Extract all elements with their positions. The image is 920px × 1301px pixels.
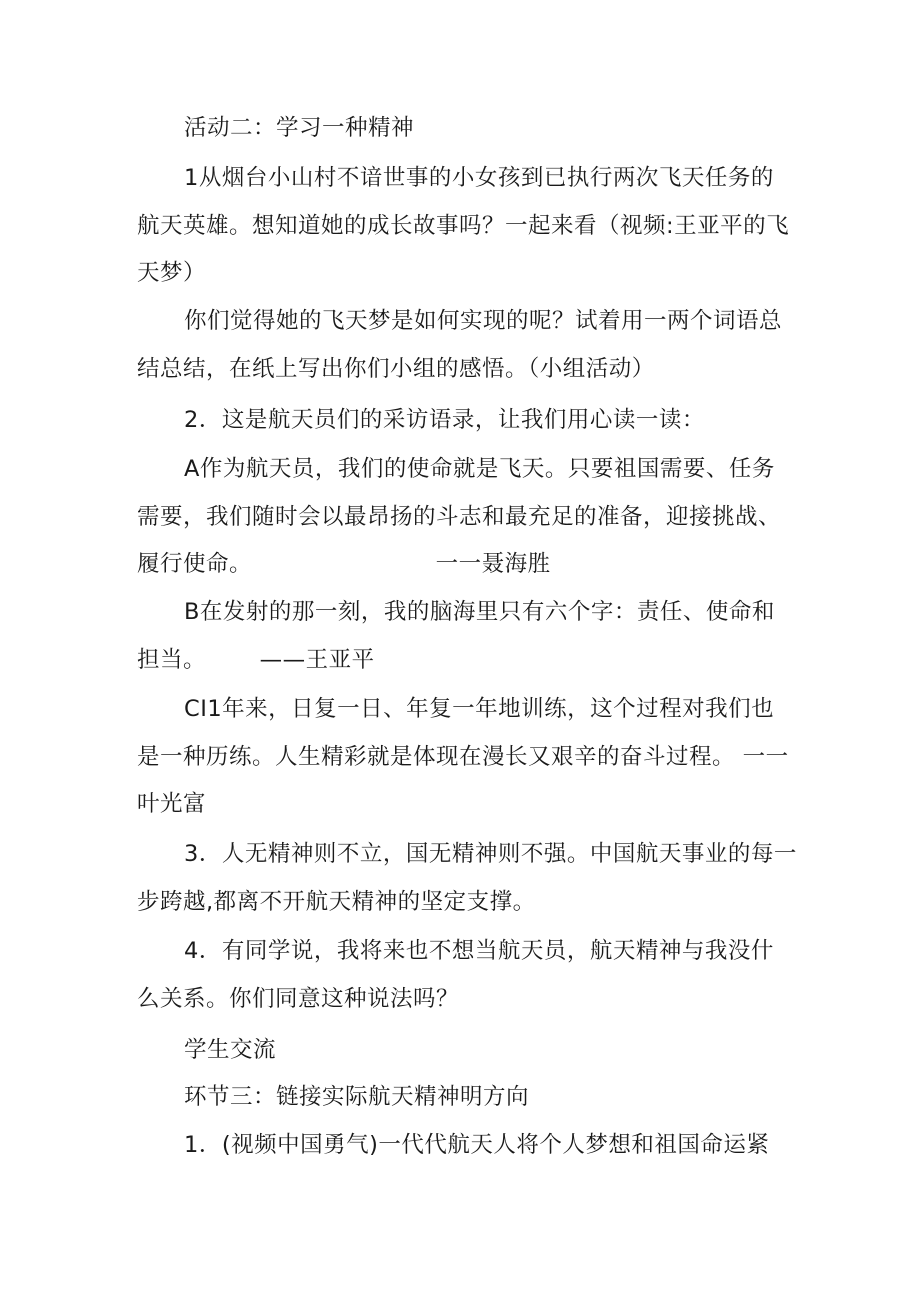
student-exchange-label	[137, 1027, 793, 1075]
paragraph-wang-yaping-intro	[137, 155, 793, 298]
text-line: B在发射的那一刻，我的脑海里只有六个字：责任、使命和	[184, 599, 775, 625]
text-line: 活动二：学习一种精神	[184, 115, 415, 141]
quote-a-nie-haisheng	[137, 446, 793, 589]
text-line: CI1年来，日复一日、年复一年地训练，这个过程对我们也	[184, 696, 775, 722]
text-line: 结总结，在纸上写出你们小组的感悟。（小组活动）	[137, 355, 655, 382]
text-line: 么关系。你们同意这种说法吗？	[137, 985, 460, 1012]
text-line: 你们觉得她的飞天梦是如何实现的呢？试着用一两个词语总	[184, 308, 783, 334]
paragraph-student-opinion	[137, 928, 793, 1023]
paragraph-discussion-prompt	[137, 298, 793, 393]
text-line: 叶光富	[137, 791, 207, 817]
text-line: A作为航天员，我们的使命就是飞天。只要祖国需要、任务	[184, 456, 775, 482]
text-line: 1从烟台小山村不谙世事的小女孩到已执行两次飞天任务的	[184, 165, 774, 191]
text-line: 1．(视频中国勇气)一代代航天人将个人梦想和祖国命运紧	[184, 1132, 770, 1158]
text-line: 需要，我们随时会以最昂扬的斗志和最充足的准备，迎接挑战、	[137, 503, 782, 530]
section-three-heading	[137, 1074, 793, 1122]
quote-c-ye-guangfu	[137, 686, 793, 829]
text-line: 是一种历练。人生精彩就是体现在漫长又艰辛的奋斗过程。 一一	[137, 743, 789, 770]
text-line: 航天英雄。想知道她的成长故事吗？一起来看（视频:王亚平的飞	[137, 212, 790, 239]
text-line: 学生交流	[184, 1037, 277, 1063]
text-line: 天梦）	[137, 260, 207, 286]
quote-b-wang-yaping	[137, 589, 793, 684]
text-line: 步跨越,都离不开航天精神的坚定支撑。	[137, 888, 536, 915]
text-line: 4．有同学说，我将来也不想当航天员，航天精神与我没什	[184, 938, 774, 964]
text-line: 2．这是航天员们的采访语录，让我们用心读一读：	[184, 407, 705, 433]
text-line: 担当。 ——王亚平	[137, 646, 375, 673]
paragraph-spirit-importance	[137, 831, 797, 926]
activity-two-heading	[137, 105, 793, 153]
text-line: 3．人无精神则不立，国无精神则不强。中国航天事业的每一	[184, 841, 797, 867]
paragraph-video-chinese-courage	[137, 1122, 793, 1170]
paragraph-interview-intro	[137, 397, 793, 445]
text-line: 履行使命。 一一聂海胜	[137, 551, 551, 577]
text-line: 环节三：链接实际航天精神明方向	[184, 1084, 530, 1110]
